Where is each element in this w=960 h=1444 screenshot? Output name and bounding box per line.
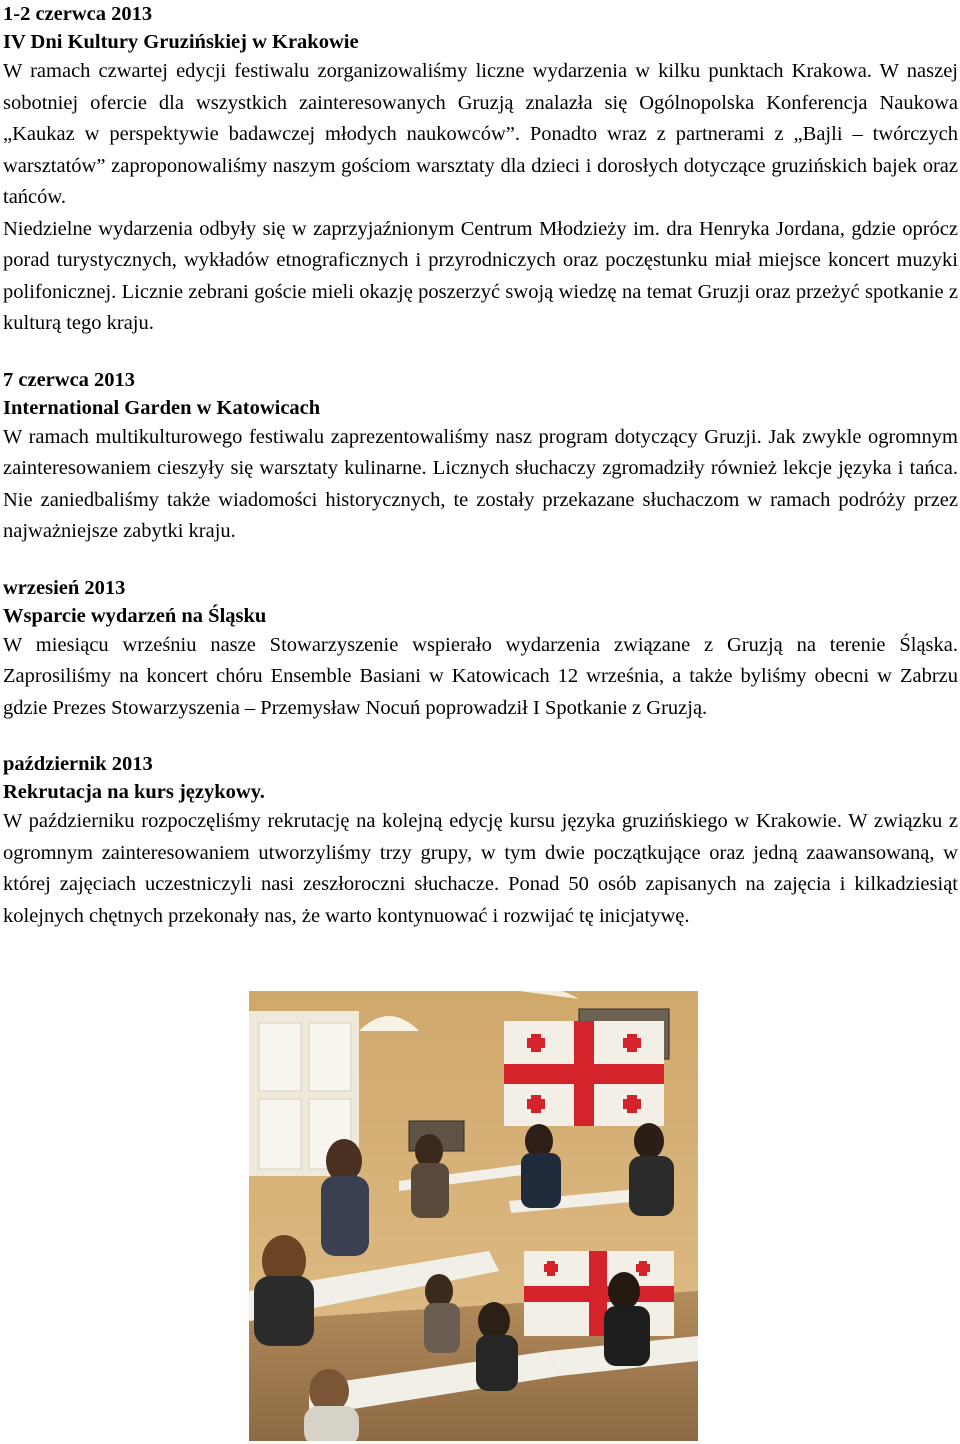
section-dni-kultury [3,0,958,340]
section-paragraph: W październiku rozpoczęliśmy rekrutację na kolejną edycję kursu języka gruzińskiego w Krakowie. W związku z ogromnym zainteresowaniem utworzyliśmy trzy grupy, w tym dwie początkujące oraz jedną zaawansowaną, w której zajęciach uczestniczyli nasi zeszłoroczni słuchacze. Ponad 50 osób zapisanych na zajęcia i kilkadziesiąt kolejnych chętnych przekonały nas, że warto kontynuować i rozwijać tę inicjatywę. [3,810,958,927]
section-international-garden [3,366,958,548]
document-page [3,0,958,932]
classroom-photo [249,991,698,1441]
section-paragraph: Niedzielne wydarzenia odbyły się w zaprzyjaźnionym Centrum Młodzieży im. dra Henryka Jordana, gdzie oprócz porad turystycznych, wykładów etnograficznych i przyrodniczych oraz poczęstunku miał miejsce koncert muzyki polifonicznej. Licznie zebrani goście mieli okazję poszerzyć swoją wiedzę na temat Gruzji oraz przeżyć spotkanie z kulturą tego kraju. [3,217,958,334]
section-title: IV Dni Kultury Gruzińskiej w Krakowie [3,31,359,53]
section-gap [3,548,958,574]
section-date: 1-2 czerwca 2013 [3,3,153,25]
section-title: Wsparcie wydarzeń na Śląsku [3,604,267,627]
section-wsparcie-slask [3,574,958,725]
section-gap [3,340,958,366]
georgian-flag-top [504,1021,664,1126]
classroom-photo-illustration [249,991,698,1441]
section-title: Rekrutacja na kurs językowy. [3,781,265,803]
section-paragraph: W miesiącu wrześniu nasze Stowarzyszenie wspierało wydarzenia związane z Gruzją na terenie Śląska. Zaprosiliśmy na koncert chóru Ensemble Basiani w Katowicach 12 września, a także byliśmy obecni w Zabrzu gdzie Prezes Stowarzyszenia – Przemysław Nocuń poprowadził I Spotkanie z Gruzją. [3,633,958,719]
section-date: wrzesień 2013 [3,576,126,599]
section-rekrutacja [3,750,958,932]
section-paragraph: W ramach multikulturowego festiwalu zaprezentowaliśmy nasz program dotyczący Gruzji. Jak zwykle ogromnym zainteresowaniem cieszyły się warsztaty kulinarne. Licznych słuchaczy zgromadziły również lekcje języka i tańca. Nie zaniedbaliśmy także wiadomości historycznych, te zostały przekazane słuchaczom w ramach podróży przez najważniejsze zabytki kraju. [3,425,958,542]
section-paragraph: W ramach czwartej edycji festiwalu zorganizowaliśmy liczne wydarzenia w kilku punktach Krakowa. W naszej sobotniej ofercie dla wszystkich zainteresowanych Gruzją znalazła się Ogólnopolska Konferencja Naukowa „Kaukaz w perspektywie badawczej młodych naukowców”. Ponadto wraz z partnerami z „Bajli – twórczych warsztatów” zaproponowaliśmy naszym gościom warsztaty dla dzieci i dorosłych dotyczące gruzińskich bajek oraz tańców. [3,60,958,208]
section-gap [3,724,958,750]
section-title: International Garden w Katowicach [3,396,321,419]
georgian-flag-bottom [524,1251,674,1336]
section-date: październik 2013 [3,753,153,775]
section-date: 7 czerwca 2013 [3,368,136,391]
